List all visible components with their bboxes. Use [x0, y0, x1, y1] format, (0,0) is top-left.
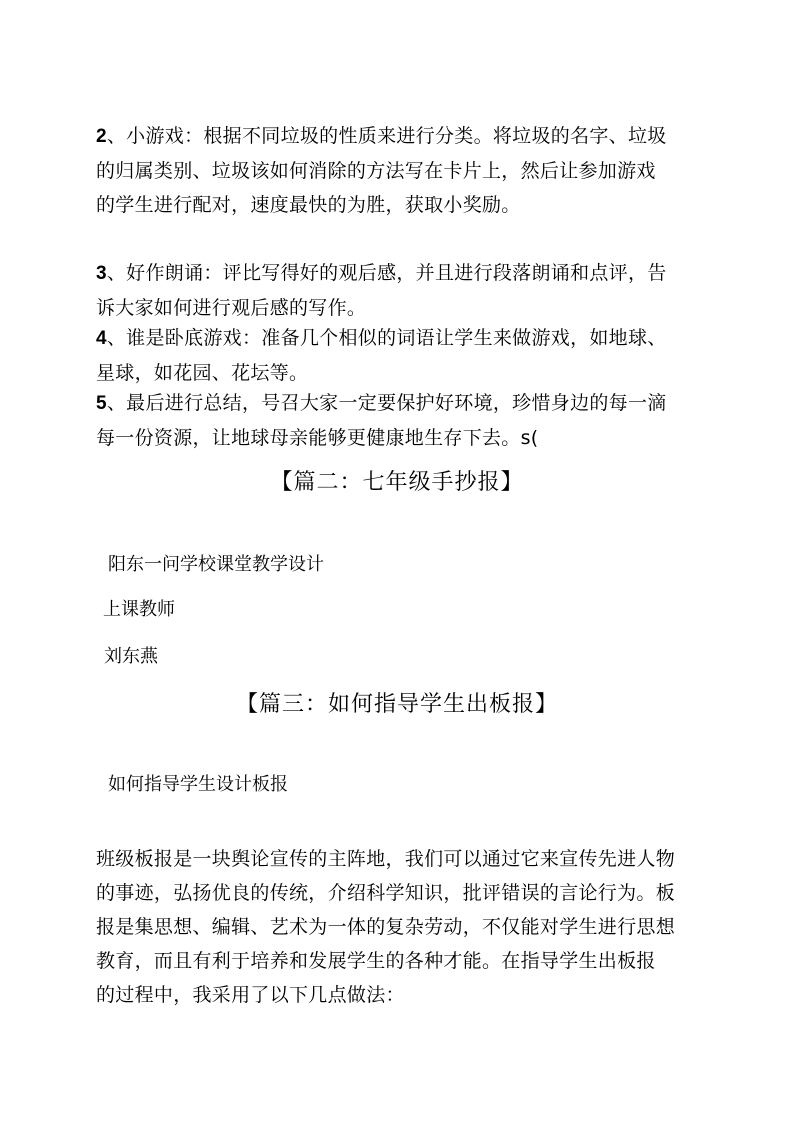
- list-item-line: [96, 256, 702, 291]
- paragraph-line: 教育，而且有利于培养和发展学生的各种才能。在指导学生出板报: [96, 950, 656, 972]
- paragraph-line: 报是集思想、编辑、艺术为一体的复杂劳动，不仅能对学生进行思想: [96, 916, 676, 938]
- body-paragraph: [96, 842, 702, 1012]
- teacher-name: 刘东燕: [104, 646, 158, 667]
- item-number: 4: [96, 328, 107, 349]
- item-number: 2: [96, 126, 107, 147]
- list-item-line: 星球，如花园、花坛等。: [96, 362, 309, 384]
- teacher-label: 上课教师: [103, 599, 175, 620]
- list-item-4: [96, 321, 702, 390]
- list-item-2: [96, 119, 702, 222]
- list-item-line: 的归属类别、垃圾该如何消除的方法写在卡片上，然后让参加游戏: [96, 160, 656, 182]
- list-item-5: [96, 386, 702, 455]
- paragraph-line: 的过程中，我采用了以下几点做法：: [96, 984, 405, 1006]
- item-text: 、好作朗诵：评比写得好的观后感，并且进行段落朗诵和点评，告: [106, 262, 667, 284]
- list-item-3: [96, 256, 702, 325]
- list-item-line: 每一份资源，让地球母亲能够更健康地生存下去。s(: [96, 427, 539, 449]
- paragraph-line: 的事迹，弘扬优良的传统，介绍科学知识，批评错误的言论行为。板: [96, 882, 676, 904]
- section-heading-part2: 【篇二：七年级手抄报】: [270, 470, 524, 495]
- list-item-line: 的学生进行配对，速度最快的为胜，获取小奖励。: [96, 194, 521, 216]
- list-item-line: [96, 386, 702, 421]
- item-text: 、最后进行总结，号召大家一定要保护好环境，珍惜身边的每一滴: [106, 392, 667, 414]
- section-subtitle: 如何指导学生设计板报: [108, 774, 288, 795]
- item-text: 、小游戏：根据不同垃圾的性质来进行分类。将垃圾的名字、垃圾: [106, 125, 667, 147]
- list-item-line: [96, 119, 702, 154]
- school-design-title: 阳东一问学校课堂教学设计: [108, 554, 324, 575]
- list-item-line: 诉大家如何进行观后感的写作。: [96, 297, 367, 319]
- paragraph-line: 班级板报是一块舆论宣传的主阵地，我们可以通过它来宣传先进人物: [96, 848, 676, 870]
- item-text: 、谁是卧底游戏：准备几个相似的词语让学生来做游戏，如地球、: [106, 327, 667, 349]
- list-item-line: [96, 321, 702, 356]
- item-number: 5: [96, 393, 107, 414]
- section-heading-part3: 【篇三：如何指导学生出板报】: [235, 692, 558, 717]
- item-number: 3: [96, 263, 107, 284]
